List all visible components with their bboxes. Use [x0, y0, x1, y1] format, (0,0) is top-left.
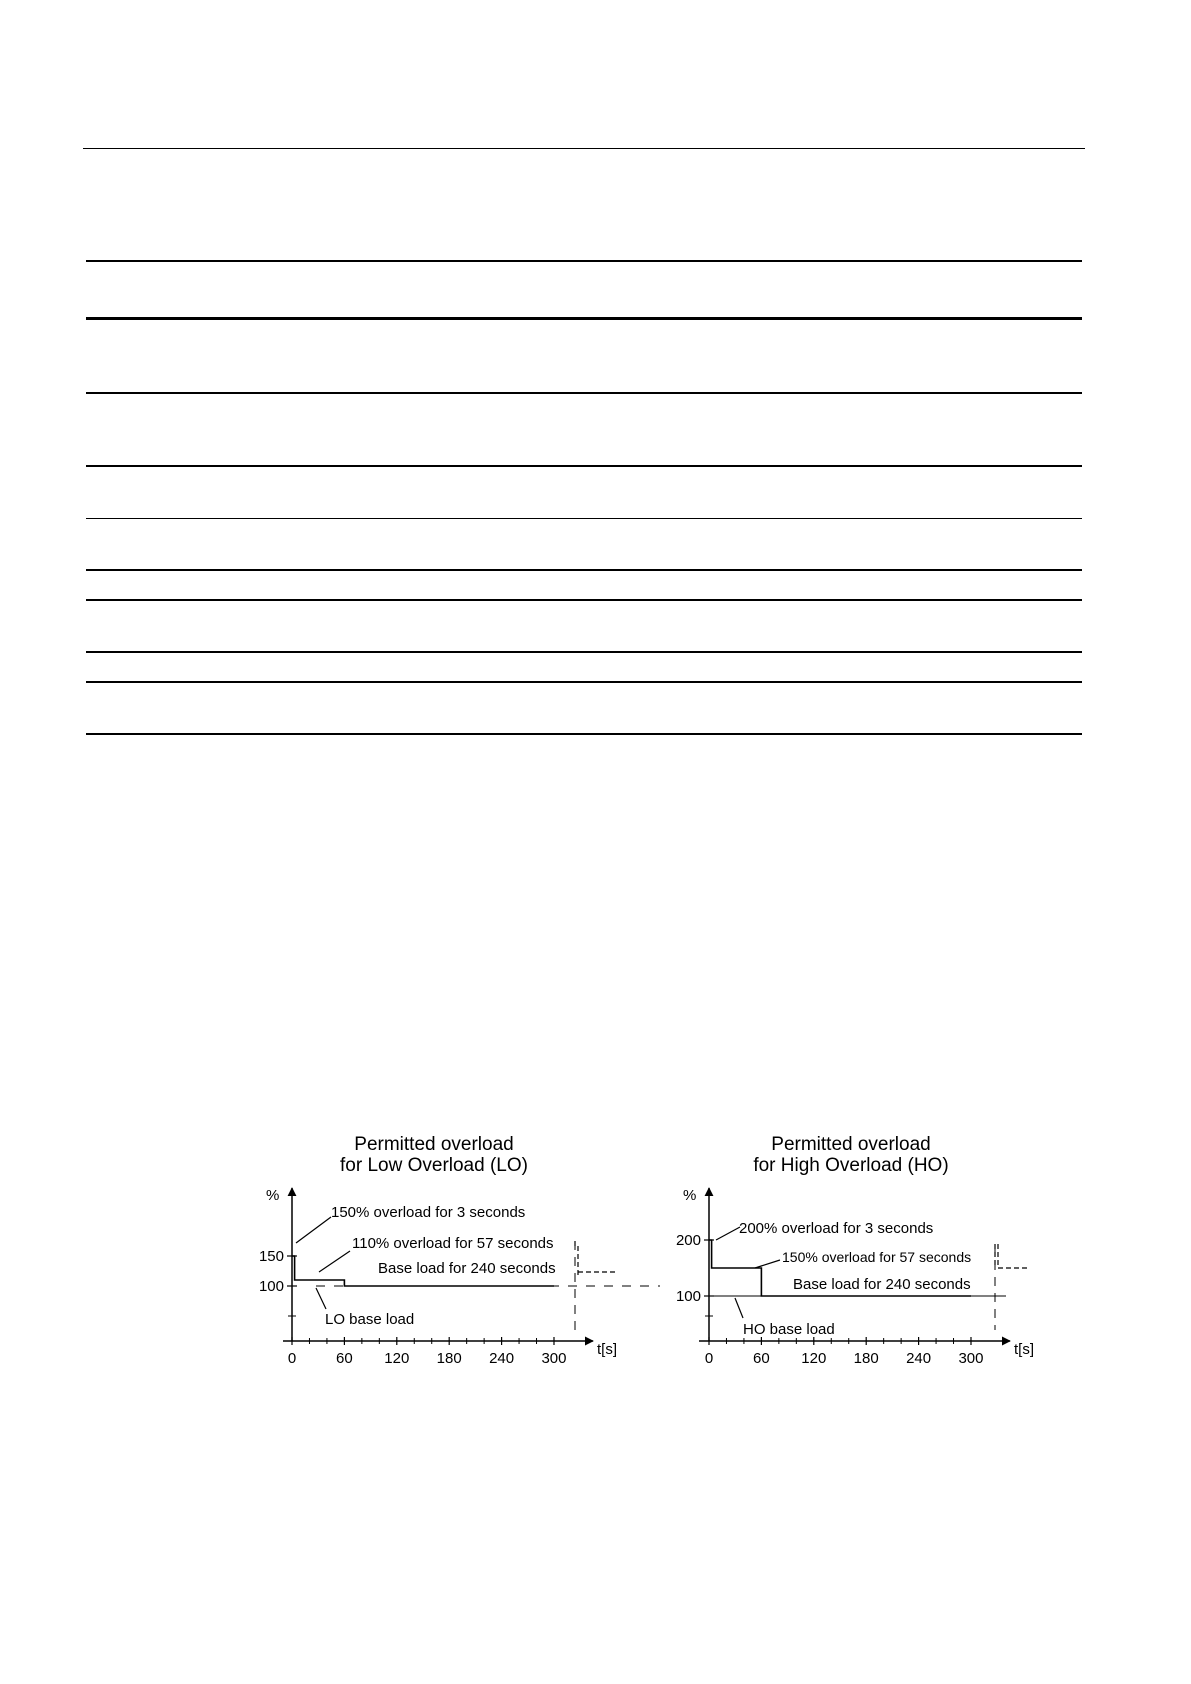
chart-lo-x-tick-label: 300 — [541, 1350, 567, 1367]
chart-ho-y-label: % — [683, 1187, 697, 1204]
chart-lo-x-tick-label: 120 — [384, 1350, 410, 1367]
chart-lo-callout-110 — [319, 1251, 350, 1272]
chart-ho-callout-200 — [716, 1227, 740, 1240]
chart-ho-x-tick-label: 120 — [801, 1350, 827, 1367]
chart-lo-annotation-base-load: LO base load — [325, 1311, 415, 1328]
chart-ho-annotation-base: Base load for 240 seconds — [793, 1276, 971, 1293]
chart-ho-title-line2: for High Overload (HO) — [753, 1155, 949, 1176]
chart-lo-x-tick-label: 180 — [436, 1350, 462, 1367]
chart-ho-callout-150 — [755, 1260, 780, 1268]
chart-lo-annotation-150: 150% overload for 3 seconds — [331, 1204, 526, 1221]
chart-ho-x-tick-label: 240 — [906, 1350, 932, 1367]
chart-ho-y-tick-label: 100 — [675, 1288, 701, 1305]
chart-lo-repeat-dash — [575, 1241, 615, 1276]
chart-lo — [259, 1134, 660, 1367]
chart-ho-x-tick-label: 60 — [753, 1350, 770, 1367]
chart-ho-annotation-200: 200% overload for 3 seconds — [739, 1220, 934, 1237]
chart-lo-title-line1: Permitted overload — [354, 1134, 514, 1155]
chart-ho-annotation-150: 150% overload for 57 seconds — [782, 1249, 972, 1265]
chart-lo-callout-150 — [296, 1217, 331, 1243]
chart-ho-y-tick-label: 200 — [675, 1232, 701, 1249]
chart-lo-callout-base-load — [316, 1288, 326, 1309]
chart-ho-repeat-dash — [995, 1244, 1027, 1268]
chart-ho-x-tick-label: 0 — [704, 1350, 714, 1367]
chart-ho-annotation-base-load: HO base load — [743, 1321, 835, 1338]
chart-lo-y-label: % — [266, 1187, 280, 1204]
chart-ho-title-line1: Permitted overload — [771, 1134, 931, 1155]
chart-lo-x-tick-label: 60 — [336, 1350, 353, 1367]
chart-ho-callout-base-load — [735, 1298, 743, 1318]
chart-ho-x-tick-label: 300 — [958, 1350, 984, 1367]
chart-lo-annotation-110: 110% overload for 57 seconds — [352, 1235, 554, 1252]
chart-ho — [676, 1134, 1034, 1367]
chart-ho-x-tick-label: 180 — [853, 1350, 879, 1367]
chart-lo-x-label: t[s] — [597, 1341, 618, 1358]
chart-lo-title-line2: for Low Overload (LO) — [340, 1155, 528, 1176]
chart-lo-x-tick-label: 240 — [489, 1350, 515, 1367]
chart-lo-y-tick-label: 150 — [258, 1248, 284, 1265]
chart-lo-annotation-base: Base load for 240 seconds — [378, 1260, 556, 1277]
chart-lo-x-tick-label: 0 — [287, 1350, 297, 1367]
chart-ho-x-label: t[s] — [1014, 1341, 1035, 1358]
chart-lo-y-tick-label: 100 — [258, 1278, 284, 1295]
